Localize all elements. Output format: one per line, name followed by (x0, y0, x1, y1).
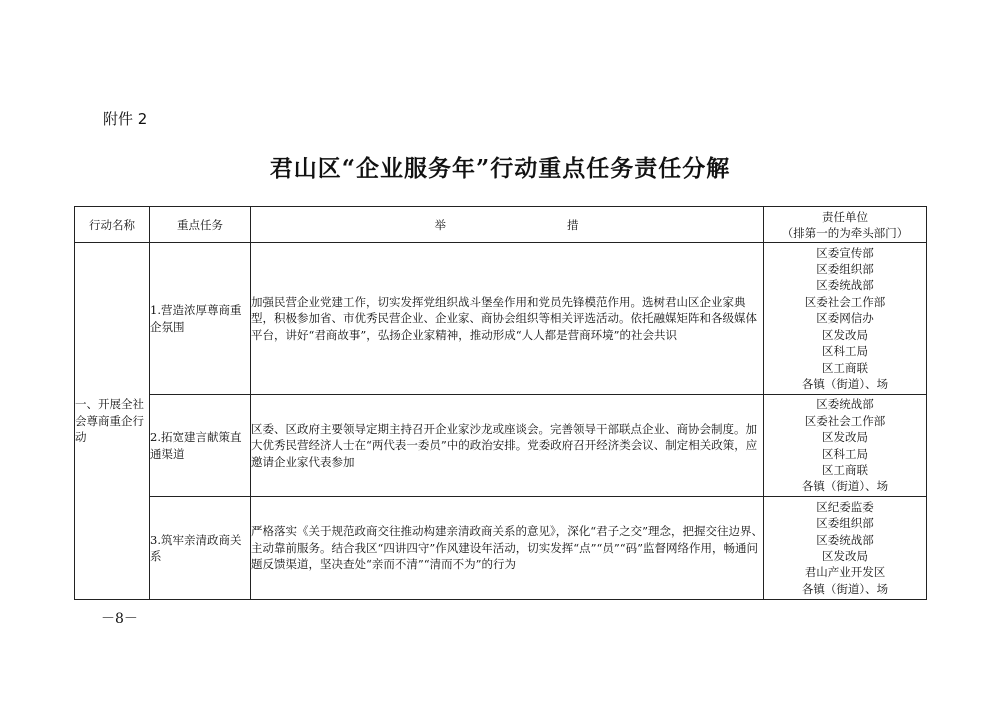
header-action-name: 行动名称 (75, 207, 150, 243)
header-responsible-units (764, 207, 927, 243)
unit-item: 各镇（街道）、场 (801, 479, 889, 494)
unit-item: 区委组织部 (816, 262, 874, 277)
measure-cell: 严格落实《关于规范政商交往推动构建亲清政商关系的意见》，深化“君子之交”理念，把握交往边界、主动靠前服务。结合我区“四讲四守”作风建设年活动，切实发挥“点”“员”“码”监督网络作用，畅通问题反馈渠道，坚决查处“亲而不清”“清而不为”的行为 (251, 497, 764, 600)
header-measures-right: 措 (567, 217, 580, 232)
header-measures-left: 举 (434, 217, 447, 232)
unit-item: 区委统战部 (816, 278, 874, 293)
attachment-label: 附件 2 (103, 110, 148, 128)
table-row (75, 497, 927, 600)
unit-item: 各镇（街道）、场 (801, 376, 889, 391)
task-cell: 2.拓宽建言献策直通渠道 (150, 395, 251, 497)
header-measures (251, 207, 764, 243)
table-row (75, 395, 927, 497)
unit-item: 区发改局 (822, 327, 868, 342)
unit-item: 区委组织部 (816, 516, 874, 531)
unit-item: 君山产业开发区 (804, 565, 886, 580)
unit-item: 区纪委监委 (816, 499, 874, 514)
action-name-cell: 一、开展全社会尊商重企行动 (75, 243, 150, 600)
unit-item: 区委网信办 (816, 311, 874, 326)
unit-item: 区科工局 (822, 344, 868, 359)
unit-item: 区委宣传部 (816, 245, 874, 260)
header-responsible-line2: （排第一的为牵头部门） (781, 225, 909, 240)
page-number: －8－ (101, 611, 138, 627)
units-cell (764, 497, 927, 600)
unit-item: 区委统战部 (816, 532, 874, 547)
header-responsible-line1: 责任单位 (822, 209, 868, 224)
unit-item: 区工商联 (822, 360, 868, 375)
unit-item: 区科工局 (822, 446, 868, 461)
units-cell (764, 395, 927, 497)
unit-item: 区发改局 (822, 549, 868, 563)
task-cell: 3.筑牢亲清政商关系 (150, 497, 251, 600)
unit-item: 各镇（街道）、场 (801, 581, 889, 596)
header-key-task: 重点任务 (150, 207, 251, 243)
measure-cell: 区委、区政府主要领导定期主持召开企业家沙龙或座谈会。完善领导干部联点企业、商协会制度。加大优秀民营经济人士在“两代表一委员”中的政治安排。党委政府召开经济类会议、制定相关政策，应邀请企业家代表参加 (251, 395, 764, 497)
measure-cell: 加强民营企业党建工作，切实发挥党组织战斗堡垒作用和党员先锋模范作用。选树君山区企业家典型，积极参加省、市优秀民营企业、企业家、商协会组织等相关评选活动。依托融媒矩阵和各级媒体平台，讲好“君商故事”，弘扬企业家精神，推动形成“人人都是营商环境”的社会共识 (251, 243, 764, 395)
units-cell (764, 243, 927, 395)
responsibility-table (74, 206, 927, 600)
unit-item: 区委社会工作部 (804, 413, 886, 428)
task-cell: 1.营造浓厚尊商重企氛围 (150, 243, 251, 395)
table-row (75, 243, 927, 395)
unit-item: 区委统战部 (816, 397, 874, 412)
unit-item: 区工商联 (822, 462, 868, 477)
document-title: 君山区“企业服务年”行动重点任务责任分解 (269, 155, 731, 182)
unit-item: 区发改局 (822, 430, 868, 445)
table-header-row (75, 207, 927, 243)
unit-item: 区委社会工作部 (804, 294, 886, 309)
